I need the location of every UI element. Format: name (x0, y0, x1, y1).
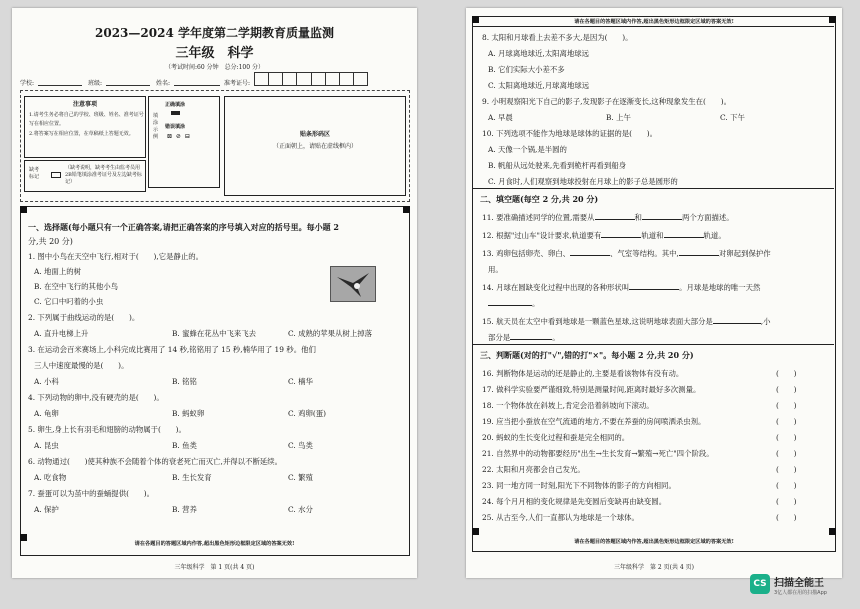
question-15 (482, 316, 771, 327)
question-8-option-b: B. 它们实际大小差不多 (488, 65, 565, 74)
divider (472, 26, 834, 27)
answer-blank[interactable] (713, 316, 761, 324)
question-15-cont (488, 332, 560, 343)
question-7-option-a: A. 保护 (34, 505, 59, 514)
section3-heading: 三、判断题(对的打"√",错的打"×"。每小题 2 分,共 20 分) (480, 350, 694, 360)
question-5-option-a: A. 昆虫 (34, 441, 59, 450)
note-line-3: 2.将答案写在相应位置，在草稿纸上答题无效。 (29, 131, 134, 137)
fill-example-label: 填涂示例 (153, 113, 159, 140)
question-14-stem: 14. 月球在圆缺变化过程中出现的各种形状叫 (482, 283, 630, 292)
question-23: 23. 同一地方同一时刻,阳光下不同物体的影子的方向相同。 (482, 481, 676, 490)
question-4-option-b: B. 蚂蚁卵 (172, 409, 205, 418)
question-3-stem: 3. 在运动会百米赛场上,小科完成比赛用了 14 秒,铭铭用了 15 秒,楠华用了 19 秒。他们 (28, 345, 316, 354)
page-footer: 三年级科学 第 2 页(共 4 页) (614, 564, 694, 571)
corner-mark-icon (20, 206, 27, 213)
question-1-option-b: B. 在空中飞行的其他小鸟 (34, 282, 119, 291)
question-3-option-a: A. 小科 (34, 377, 59, 386)
question-9-stem: 9. 小明观察阳光下自己的影子,发现影子在逐渐变长,这种现象发生在( )。 (482, 97, 731, 106)
question-11-tail: 两个方面描述。 (681, 213, 734, 222)
question-12-tail: 轨道。 (703, 231, 726, 240)
answer-blank[interactable] (642, 212, 682, 220)
question-6-option-b: B. 生长发育 (172, 473, 212, 482)
question-5-option-c: C. 鸟类 (288, 441, 313, 450)
question-6-stem: 6. 动物通过( )使其种族不会随着个体的衰老死亡而灭亡,并得以不断延续。 (28, 457, 283, 466)
question-22: 22. 太阳和月亮都会自己发光。 (482, 465, 585, 474)
question-16: 16. 判断物体是运动的还是静止的,主要是看该物体有没有动。 (482, 369, 684, 378)
question-11-mid: 和 (634, 213, 642, 222)
question-1-option-a: A. 地面上的树 (34, 267, 81, 276)
question-12-mid: 轨道和 (641, 231, 664, 240)
answer-area-banner-bottom: 请在各题目的答题区域内作答,超出黑色矩形边框限定区域的答案无效! (574, 539, 734, 545)
fill-wrong-label: 错误填涂 (165, 124, 186, 130)
question-14-cont (488, 298, 539, 309)
question-13-tail: 对卵起到保护作 (718, 249, 771, 258)
question-14-mid: 。月球是地球的唯一天然 (679, 283, 761, 292)
barcode-hint: （正面朝上，请贴在虚线框内） (272, 143, 357, 150)
question-6-option-c: C. 繁殖 (288, 473, 313, 482)
section2-heading: 二、填空题(每空 2 分,共 20 分) (480, 194, 599, 204)
question-15-stem: 15. 航天员在太空中看到地球是一颗蓝色星球,这说明地球表面大部分是 (482, 317, 713, 326)
question-3-stem-cont: 三人中速度最慢的是( )。 (34, 361, 129, 370)
question-17: 17. 做科学实验要严谨细致,特别是测量时间,距离时最好多次测量。 (482, 385, 701, 394)
question-18: 18. 一个物体放在斜坡上,肯定会沿着斜坡向下滚动。 (482, 401, 654, 410)
answer-blank[interactable] (570, 248, 610, 256)
note-line-2: 写在相应位置。 (29, 121, 65, 127)
exam-number-label: 准考证号: (224, 80, 251, 87)
question-12 (482, 230, 726, 241)
question-4-stem: 4. 下列动物的卵中,没有硬壳的是( )。 (28, 393, 164, 402)
notes-box (24, 96, 146, 158)
fill-example-box (148, 96, 220, 188)
exam-info: （考试时间:60 分钟 总分:100 分） (165, 64, 264, 71)
question-15-mid: ,小 (760, 317, 771, 326)
question-8-stem: 8. 太阳和月球看上去差不多大,是因为( )。 (482, 33, 633, 42)
corner-mark-icon (829, 528, 836, 535)
subject-title: 三年级 科学 (175, 46, 254, 61)
page-footer: 三年级科学 第 1 页(共 4 页) (174, 564, 255, 571)
question-7-stem: 7. 蚕蛋可以为茧中的蚕蛹提供( )。 (28, 489, 155, 498)
question-1-option-c: C. 它口中叼着的小虫 (34, 297, 104, 306)
corner-mark-icon (403, 206, 410, 213)
answer-blank[interactable] (629, 282, 679, 290)
divider (472, 188, 834, 189)
answer-blank[interactable] (488, 298, 532, 306)
question-15-tail: 。 (552, 333, 560, 342)
barcode-area (224, 96, 406, 196)
fill-correct-label: 正确填涂 (165, 102, 186, 108)
answer-blank[interactable] (679, 248, 719, 256)
question-2-option-a: A. 直升电梯上升 (34, 329, 89, 338)
question-2-stem: 2. 下列属于曲线运动的是( )。 (28, 313, 140, 322)
answer-paren[interactable]: ( ) (776, 433, 797, 442)
class-label: 班级: (88, 80, 103, 87)
scanner-logo-icon: CS (750, 574, 770, 594)
answer-blank[interactable] (601, 230, 641, 238)
absent-checkbox[interactable] (51, 172, 61, 178)
exam-number-boxes[interactable] (254, 72, 368, 86)
name-label: 姓名: (156, 80, 171, 87)
wrong-fill-icons: ⊠ ⊘ ⊟ (167, 133, 191, 140)
question-19: 19. 应当把小蚕放在空气流通的地方,不要在养蚕的房间喷洒杀虫剂。 (482, 417, 706, 426)
question-8-option-a: A. 月球离地球近,太阳离地球远 (488, 49, 590, 58)
question-20: 20. 蚂蚁的生长变化过程和蚕是完全相同的。 (482, 433, 630, 442)
question-14-tail: 。 (532, 299, 540, 308)
question-4-option-a: A. 龟卵 (34, 409, 59, 418)
question-25: 25. 从古至今,人们一直都认为地球是一个球体。 (482, 513, 639, 522)
section1-heading-cont: 分,共 20 分) (28, 237, 73, 246)
question-14 (482, 282, 760, 293)
question-3-option-c: C. 楠华 (288, 377, 313, 386)
question-9-option-a: A. 早晨 (488, 113, 513, 122)
question-4-option-c: C. 鸡卵(蛋) (288, 409, 327, 418)
answer-blank[interactable] (510, 332, 552, 340)
question-13-stem: 13. 鸡卵包括卵壳、卵白、 (482, 249, 571, 258)
answer-paren[interactable]: ( ) (776, 497, 797, 506)
notes-title: 注意事项 (72, 101, 97, 108)
absent-note: （缺考说明，缺考考生由监考员用2B铅笔填涂准考证号及左边缺考标记） (65, 165, 142, 185)
question-12-stem: 12. 根据"过山车"设计要求,轨道要有 (482, 231, 602, 240)
answer-paren[interactable]: ( ) (776, 465, 797, 474)
question-7-option-b: B. 营养 (172, 505, 197, 514)
question-1-stem: 1. 图中小鸟在天空中飞行,相对于( ),它是静止的。 (28, 252, 204, 261)
question-13-mid: 、气室等结构。其中, (610, 249, 679, 258)
exam-page-2 (466, 8, 842, 578)
absent-label: 缺考标记 (29, 167, 40, 180)
question-9-option-c: C. 下午 (720, 113, 745, 122)
scanner-app-name: 扫描全能王 (774, 578, 824, 589)
question-10-stem: 10. 下列选项不能作为地球是球体的证据的是( )。 (482, 129, 658, 138)
bird-image (330, 266, 376, 302)
answer-paren[interactable]: ( ) (776, 369, 797, 378)
answer-paren[interactable]: ( ) (776, 417, 797, 426)
question-24: 24. 每个月月相的变化规律是先变圆后变缺再由缺变圆。 (482, 497, 667, 506)
question-9-option-b: B. 上午 (606, 113, 631, 122)
divider (472, 344, 834, 345)
question-10-option-b: B. 帆船从远处驶来,先看到桅杆再看到船身 (488, 161, 627, 170)
question-7-option-c: C. 水分 (288, 505, 313, 514)
school-field[interactable] (38, 85, 82, 86)
answer-paren[interactable]: ( ) (776, 481, 797, 490)
question-11-stem: 11. 要准确描述同学的位置,需要从 (482, 213, 595, 222)
answer-blank[interactable] (595, 212, 635, 220)
scanner-tagline: 3亿人都在用的扫描App (774, 590, 827, 596)
answer-paren[interactable]: ( ) (776, 513, 797, 522)
exam-page-1 (12, 8, 417, 578)
class-field[interactable] (106, 85, 150, 86)
question-8-option-c: C. 太阳离地球近,月球离地球远 (488, 81, 590, 90)
question-11 (482, 212, 734, 223)
absent-mark-box (24, 160, 146, 192)
question-21: 21. 自然界中的动物都要经历"出生→生长发育→繁殖→死亡"四个阶段。 (482, 449, 714, 458)
answer-paren[interactable]: ( ) (776, 401, 797, 410)
question-2-option-c: C. 成熟的苹果从树上掉落 (288, 329, 372, 338)
question-5-stem: 5. 卵生,身上长有羽毛和翅膀的动物属于( )。 (28, 425, 186, 434)
section1-heading: 一、选择题(每小题只有一个正确答案,请把正确答案的序号填入对应的括号里。每小题 2 (28, 222, 339, 232)
note-line-1: 1.请考生务必将自己的学校、班级、姓名、准考证号 (29, 112, 144, 118)
question-5-option-b: B. 鱼类 (172, 441, 197, 450)
exam-title: 2023—2024 学年度第二学期教育质量监测 (95, 26, 334, 40)
question-6-option-a: A. 吃食物 (34, 473, 67, 482)
filled-bubble-icon (171, 111, 180, 115)
answer-paren[interactable]: ( ) (776, 449, 797, 458)
name-field[interactable] (174, 85, 220, 86)
question-3-option-b: B. 铭铭 (172, 377, 197, 386)
question-13 (482, 248, 771, 259)
corner-mark-icon (472, 528, 479, 535)
question-2-option-b: B. 蜜蜂在花丛中飞来飞去 (172, 329, 257, 338)
question-10-option-c: C. 月食时,人们观察到地球投射在月球上的影子总是圆形的 (488, 177, 678, 186)
answer-area-banner: 请在各题目的答题区域内作答,超出黑色矩形边框限定区域的答案无效! (134, 541, 295, 547)
question-15-cont-label: 部分是 (488, 333, 511, 342)
answer-area-banner-top: 请在各题目的答题区域内作答,超出黑色矩形边框限定区域的答案无效! (574, 19, 734, 25)
question-13-tail-cont: 用。 (488, 265, 503, 274)
answer-paren[interactable]: ( ) (776, 385, 797, 394)
question-10-option-a: A. 天像一个锅,是半圆的 (488, 145, 567, 154)
answer-blank[interactable] (664, 230, 704, 238)
barcode-title: 贴条形码区 (299, 131, 330, 138)
school-label: 学校: (20, 80, 35, 87)
